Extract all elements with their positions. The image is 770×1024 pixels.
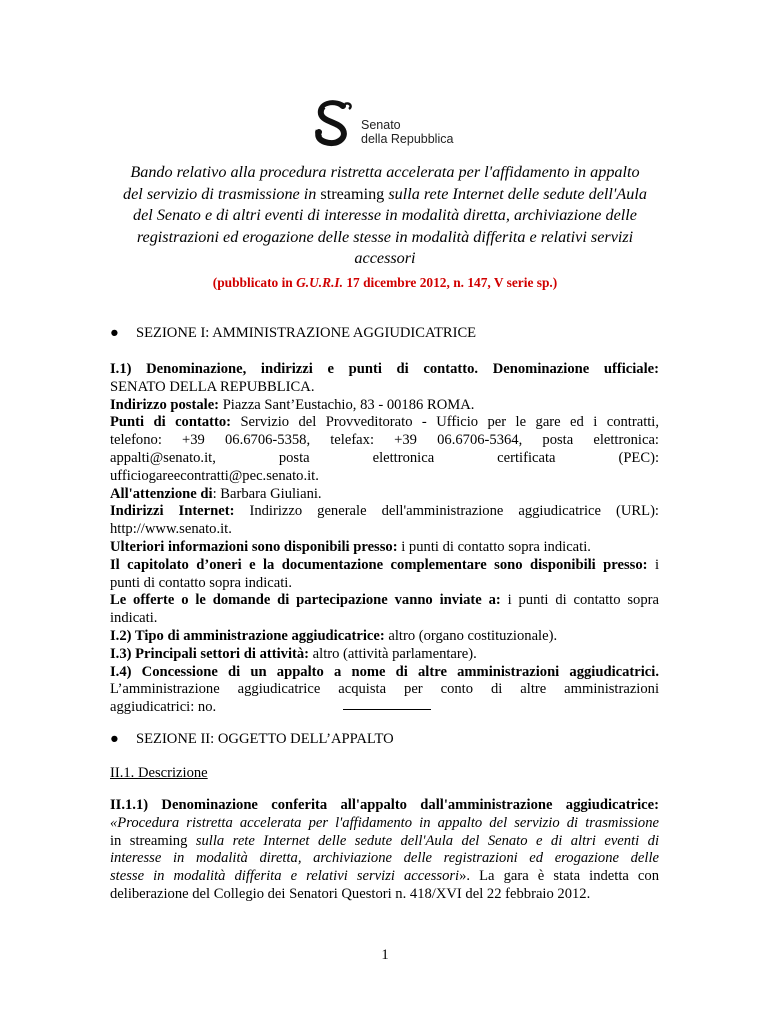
internet-label: Indirizzi Internet: (110, 503, 235, 520)
i2-value: altro (organo costituzionale). (384, 627, 558, 644)
section-1-body (110, 361, 659, 717)
attention-value: : Barbara Giuliani. (212, 485, 322, 502)
subsection-heading (110, 765, 208, 782)
ii11-text: in streaming (110, 832, 188, 849)
ii11-text: interesse in modalità diretta, archiviazione delle registrazioni ed erogazione delle (110, 850, 659, 867)
paragraph-line (110, 592, 659, 610)
title-line: accessori (354, 249, 416, 268)
paragraph-line (110, 397, 659, 415)
section-2-heading (110, 731, 394, 748)
paragraph-line (110, 486, 659, 504)
info-value: i punti di contatto sopra indicati. (397, 538, 591, 555)
paragraph-line (110, 797, 659, 815)
title-line: del Senato e di altri eventi di interesse in modalità diretta, archiviazione delle (133, 206, 637, 225)
paragraph-line (110, 646, 659, 664)
section-1-title: SEZIONE I: AMMINISTRAZIONE AGGIUDICATRICE (136, 325, 477, 341)
ii11-text: ». La gara è stata indetta con (459, 868, 659, 885)
paragraph-line (110, 833, 659, 851)
offers-label: Le offerte o le domande di partecipazione vanno inviate a: (110, 592, 501, 609)
paragraph-line (110, 503, 659, 521)
paragraph-line (110, 414, 659, 432)
i2-label: I.2) Tipo di amministrazione aggiudicatrice: (110, 627, 385, 644)
paragraph-line (110, 850, 659, 868)
paragraph-line (110, 664, 659, 682)
info-label: Ulteriori informazioni sono disponibili presso: (110, 538, 398, 555)
i4-label: I.4) Concessione di un appalto a nome di altre amministrazioni aggiudicatrici. (110, 663, 659, 680)
paragraph-line: indicati. (110, 610, 158, 627)
ii11-text: «Procedura ristretta accelerata per l'affidamento in appalto del servizio di trasmissione (110, 814, 659, 831)
attention-label: All'attenzione di (110, 485, 213, 502)
subsection-title: II.1. Descrizione (110, 765, 208, 781)
cap-label: Il capitolato d’oneri e la documentazione complementare sono disponibili presso: (110, 556, 648, 573)
paragraph-line: ufficiogareecontratti@pec.senato.it. (110, 467, 319, 484)
paragraph-line: deliberazione del Collegio dei Senatori Questori n. 418/XVI del 22 febbraio 2012. (110, 885, 591, 902)
title-line (100, 184, 670, 206)
title-line2-post: sulla rete Internet delle sedute dell'Aula (384, 184, 647, 203)
title-line: Bando relativo alla procedura ristretta accelerata per l'affidamento in appalto (130, 163, 640, 181)
publication-gazette: G.U.R.I. (296, 275, 343, 290)
section-2-title: SEZIONE II: OGGETTO DELL’APPALTO (136, 731, 394, 747)
contact-label: Punti di contatto: (110, 414, 232, 431)
address-label: Indirizzo postale: (110, 396, 220, 413)
logo-text-senato: Senato (361, 118, 401, 132)
ii11-text: stesse in modalità differita e relativi servizi accessori (110, 868, 460, 885)
i3-value: altro (attività parlamentare). (309, 645, 477, 662)
paragraph-line: http://www.senato.it. (110, 521, 232, 538)
publication-post: 17 dicembre 2012, n. 147, V serie sp.) (342, 275, 558, 290)
paragraph-line (110, 361, 659, 379)
ii11-label: II.1.1) Denominazione conferita all'appalto dall'amministrazione aggiudicatrice: (110, 797, 659, 813)
paragraph-line: punti di contatto sopra indicati. (110, 574, 292, 591)
paragraph-line (110, 868, 659, 886)
senate-logo (313, 100, 503, 150)
document-title (100, 162, 670, 270)
offers-value: i punti di contatto sopra (500, 592, 659, 609)
bullet-icon: ● (110, 325, 119, 341)
contact-value: Servizio del Provveditorato - Ufficio per le gare ed i contratti, (231, 414, 660, 431)
paragraph-line (110, 628, 659, 646)
internet-value: Indirizzo generale dell'amministrazione aggiudicatrice (URL): (234, 503, 659, 520)
ii11-text: sulla rete Internet delle sedute dell'Aula del Senato e di altri eventi di (187, 832, 659, 849)
cap-value: i (647, 556, 659, 573)
paragraph-line: SENATO DELLA REPUBBLICA. (110, 378, 315, 395)
publication-pre: (pubblicato in (212, 275, 297, 290)
address-value: Piazza Sant’Eustachio, 83 - 00186 ROMA. (219, 396, 475, 413)
i3-label: I.3) Principali settori di attività: (110, 645, 310, 662)
paragraph-line: L’amministrazione aggiudicatrice acquista per conto di altre amministrazioni (110, 681, 659, 698)
publication-note (100, 275, 670, 291)
paragraph-line (110, 557, 659, 575)
separator-line (343, 709, 431, 710)
senate-emblem-icon (313, 100, 357, 148)
paragraph-line (110, 815, 659, 833)
paragraph-line: telefono: +39 06.6706-5358, telefax: +39 06.6706-5364, posta elettronica: (110, 432, 659, 449)
title-line: registrazioni ed erogazione delle stesse in modalità differita e relativi servizi (136, 227, 634, 246)
bullet-icon: ● (110, 731, 119, 747)
paragraph-line (110, 539, 659, 557)
section-2-body (110, 797, 659, 904)
title-line2-plain: streaming (320, 184, 385, 203)
paragraph-line: appalti@senato.it, posta elettronica certificata (PEC): (110, 449, 659, 466)
i1-label: I.1) Denominazione, indirizzi e punti di contatto. Denominazione ufficiale: (110, 361, 659, 377)
page-number: 1 (381, 947, 389, 963)
section-1-heading (110, 325, 476, 342)
paragraph-line: aggiudicatrici: no. (110, 699, 217, 716)
logo-text-repubblica: della Repubblica (361, 132, 454, 146)
title-line2-pre: del servizio di trasmissione in (123, 184, 321, 203)
